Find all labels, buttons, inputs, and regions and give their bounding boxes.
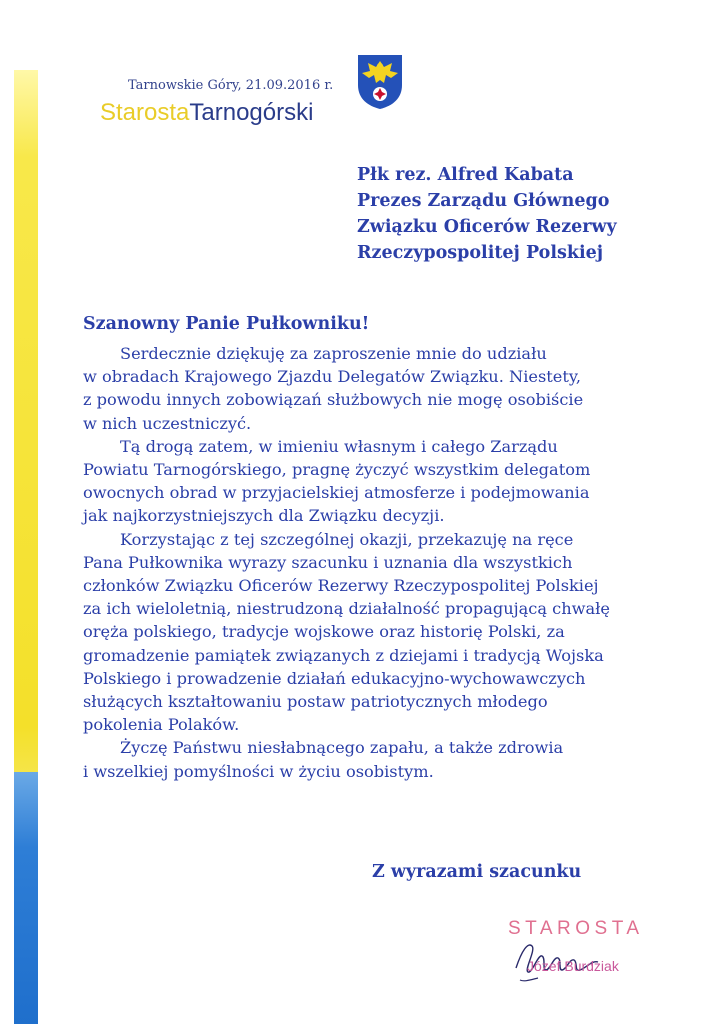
body-line: oręża polskiego, tradycje wojskowe oraz historię Polski, za <box>83 622 565 642</box>
paragraph-1 <box>83 342 683 435</box>
body-line: Tą drogą zatem, w imieniu własnym i całego Zarządu <box>120 436 558 456</box>
body-line: za ich wieloletnią, niestrudzoną działalność propagującą chwałę <box>83 599 610 619</box>
body-line: Polskiego i prowadzenie działań edukacyjno-wychowawczych <box>83 668 586 688</box>
body-line: i wszelkiej pomyślności w życiu osobistym. <box>83 761 434 781</box>
recipient-line: Płk rez. Alfred Kabata <box>357 165 574 185</box>
body-line: gromadzenie pamiątek związanych z dziejami i tradycją Wojska <box>83 645 604 665</box>
body-line: Życzę Państwu niesłabnącego zapału, a także zdrowia <box>120 738 564 758</box>
date-line: Tarnowskie Góry, 21.09.2016 r. <box>128 78 334 93</box>
paragraph-3 <box>83 528 683 737</box>
body-line: pokolenia Polaków. <box>83 715 240 735</box>
body-line: służących kształtowaniu postaw patriotycznych młodego <box>83 692 548 712</box>
coat-of-arms-icon <box>356 53 404 110</box>
body-line: Korzystając z tej szczególnej okazji, przekazuję na ręce <box>120 529 574 549</box>
letter-greeting: Szanowny Panie Pułkowniku! <box>83 314 370 334</box>
blue-side-stripe <box>14 772 38 1024</box>
recipient-line: Rzeczypospolitej Polskiej <box>357 243 604 263</box>
body-line: Powiatu Tarnogórskiego, pragnę życzyć wszystkim delegatom <box>83 460 591 480</box>
paragraph-2 <box>83 435 683 528</box>
recipient-address <box>357 162 617 266</box>
handwritten-signature-icon <box>508 920 608 990</box>
recipient-line: Związku Oficerów Rezerwy <box>357 217 617 237</box>
office-name-part1: Starosta <box>100 99 190 126</box>
yellow-side-stripe <box>14 70 38 800</box>
office-name-part2: Tarnogórski <box>189 99 314 126</box>
body-line: z powodu innych zobowiązań służbowych nie mogę osobiście <box>83 390 584 410</box>
body-line: w obradach Krajowego Zjazdu Delegatów Związku. Niestety, <box>83 367 581 387</box>
body-line: owocnych obrad w przyjacielskiej atmosferze i podejmowania <box>83 483 590 503</box>
office-name <box>100 98 313 128</box>
body-line: członków Związku Oficerów Rezerwy Rzeczypospolitej Polskiej <box>83 576 599 596</box>
letter-body <box>83 342 683 783</box>
stamp-title: STAROSTA <box>508 918 644 939</box>
body-line: jak najkorzystniejszych dla Związku decyzji. <box>83 506 445 526</box>
letter-closing: Z wyrazami szacunku <box>372 862 582 882</box>
recipient-line: Prezes Zarządu Głównego <box>357 191 610 211</box>
body-line: w nich uczestniczyć. <box>83 413 252 433</box>
paragraph-4 <box>83 736 683 782</box>
body-line: Pana Pułkownika wyrazy szacunku i uznania dla wszystkich <box>83 552 573 572</box>
stamp-name: Józef Burdziak <box>527 958 619 974</box>
body-line: Serdecznie dziękuję za zaproszenie mnie do udziału <box>120 344 547 363</box>
